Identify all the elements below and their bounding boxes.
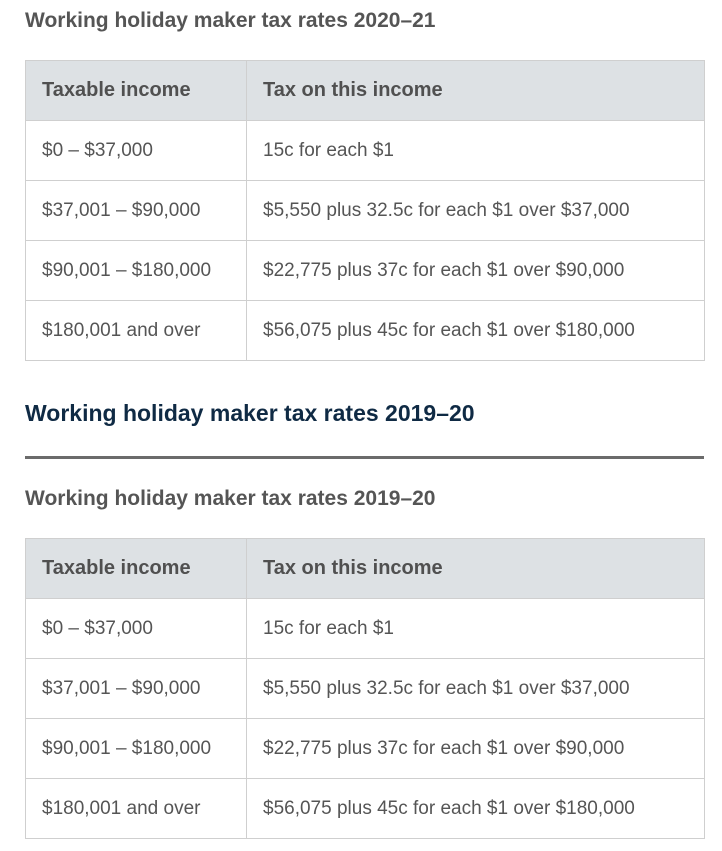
tax-amount-cell: $56,075 plus 45c for each $1 over $180,000 <box>247 301 705 361</box>
table-row <box>26 599 705 659</box>
column-header-taxable-income: Taxable income <box>26 61 247 121</box>
taxable-income-cell: $37,001 – $90,000 <box>26 181 247 241</box>
column-header-taxable-income: Taxable income <box>26 539 247 599</box>
tax-rates-table-2020-21 <box>25 60 705 361</box>
table-caption-2019-20: Working holiday maker tax rates 2019–20 <box>25 487 436 510</box>
taxable-income-cell: $0 – $37,000 <box>26 121 247 181</box>
column-header-tax-on-income: Tax on this income <box>247 539 705 599</box>
section-heading-2019-20: Working holiday maker tax rates 2019–20 <box>25 400 475 426</box>
column-header-tax-on-income: Tax on this income <box>247 61 705 121</box>
tax-amount-cell: $22,775 plus 37c for each $1 over $90,000 <box>247 719 705 779</box>
table-row <box>26 779 705 839</box>
taxable-income-cell: $180,001 and over <box>26 301 247 361</box>
tax-amount-cell: $5,550 plus 32.5c for each $1 over $37,000 <box>247 181 705 241</box>
tax-rates-table-2019-20 <box>25 538 705 839</box>
tax-amount-cell: $56,075 plus 45c for each $1 over $180,000 <box>247 779 705 839</box>
table-caption-2020-21: Working holiday maker tax rates 2020–21 <box>25 9 436 32</box>
taxable-income-cell: $37,001 – $90,000 <box>26 659 247 719</box>
tax-amount-cell: $22,775 plus 37c for each $1 over $90,000 <box>247 241 705 301</box>
table-row <box>26 719 705 779</box>
tax-amount-cell: 15c for each $1 <box>247 121 705 181</box>
taxable-income-cell: $90,001 – $180,000 <box>26 719 247 779</box>
taxable-income-cell: $0 – $37,000 <box>26 599 247 659</box>
tax-amount-cell: 15c for each $1 <box>247 599 705 659</box>
table-header-row <box>26 539 705 599</box>
table-row <box>26 121 705 181</box>
tax-amount-cell: $5,550 plus 32.5c for each $1 over $37,000 <box>247 659 705 719</box>
section-divider <box>25 456 704 459</box>
table-row <box>26 659 705 719</box>
table-row <box>26 241 705 301</box>
taxable-income-cell: $180,001 and over <box>26 779 247 839</box>
table-header-row <box>26 61 705 121</box>
taxable-income-cell: $90,001 – $180,000 <box>26 241 247 301</box>
table-row <box>26 301 705 361</box>
table-row <box>26 181 705 241</box>
